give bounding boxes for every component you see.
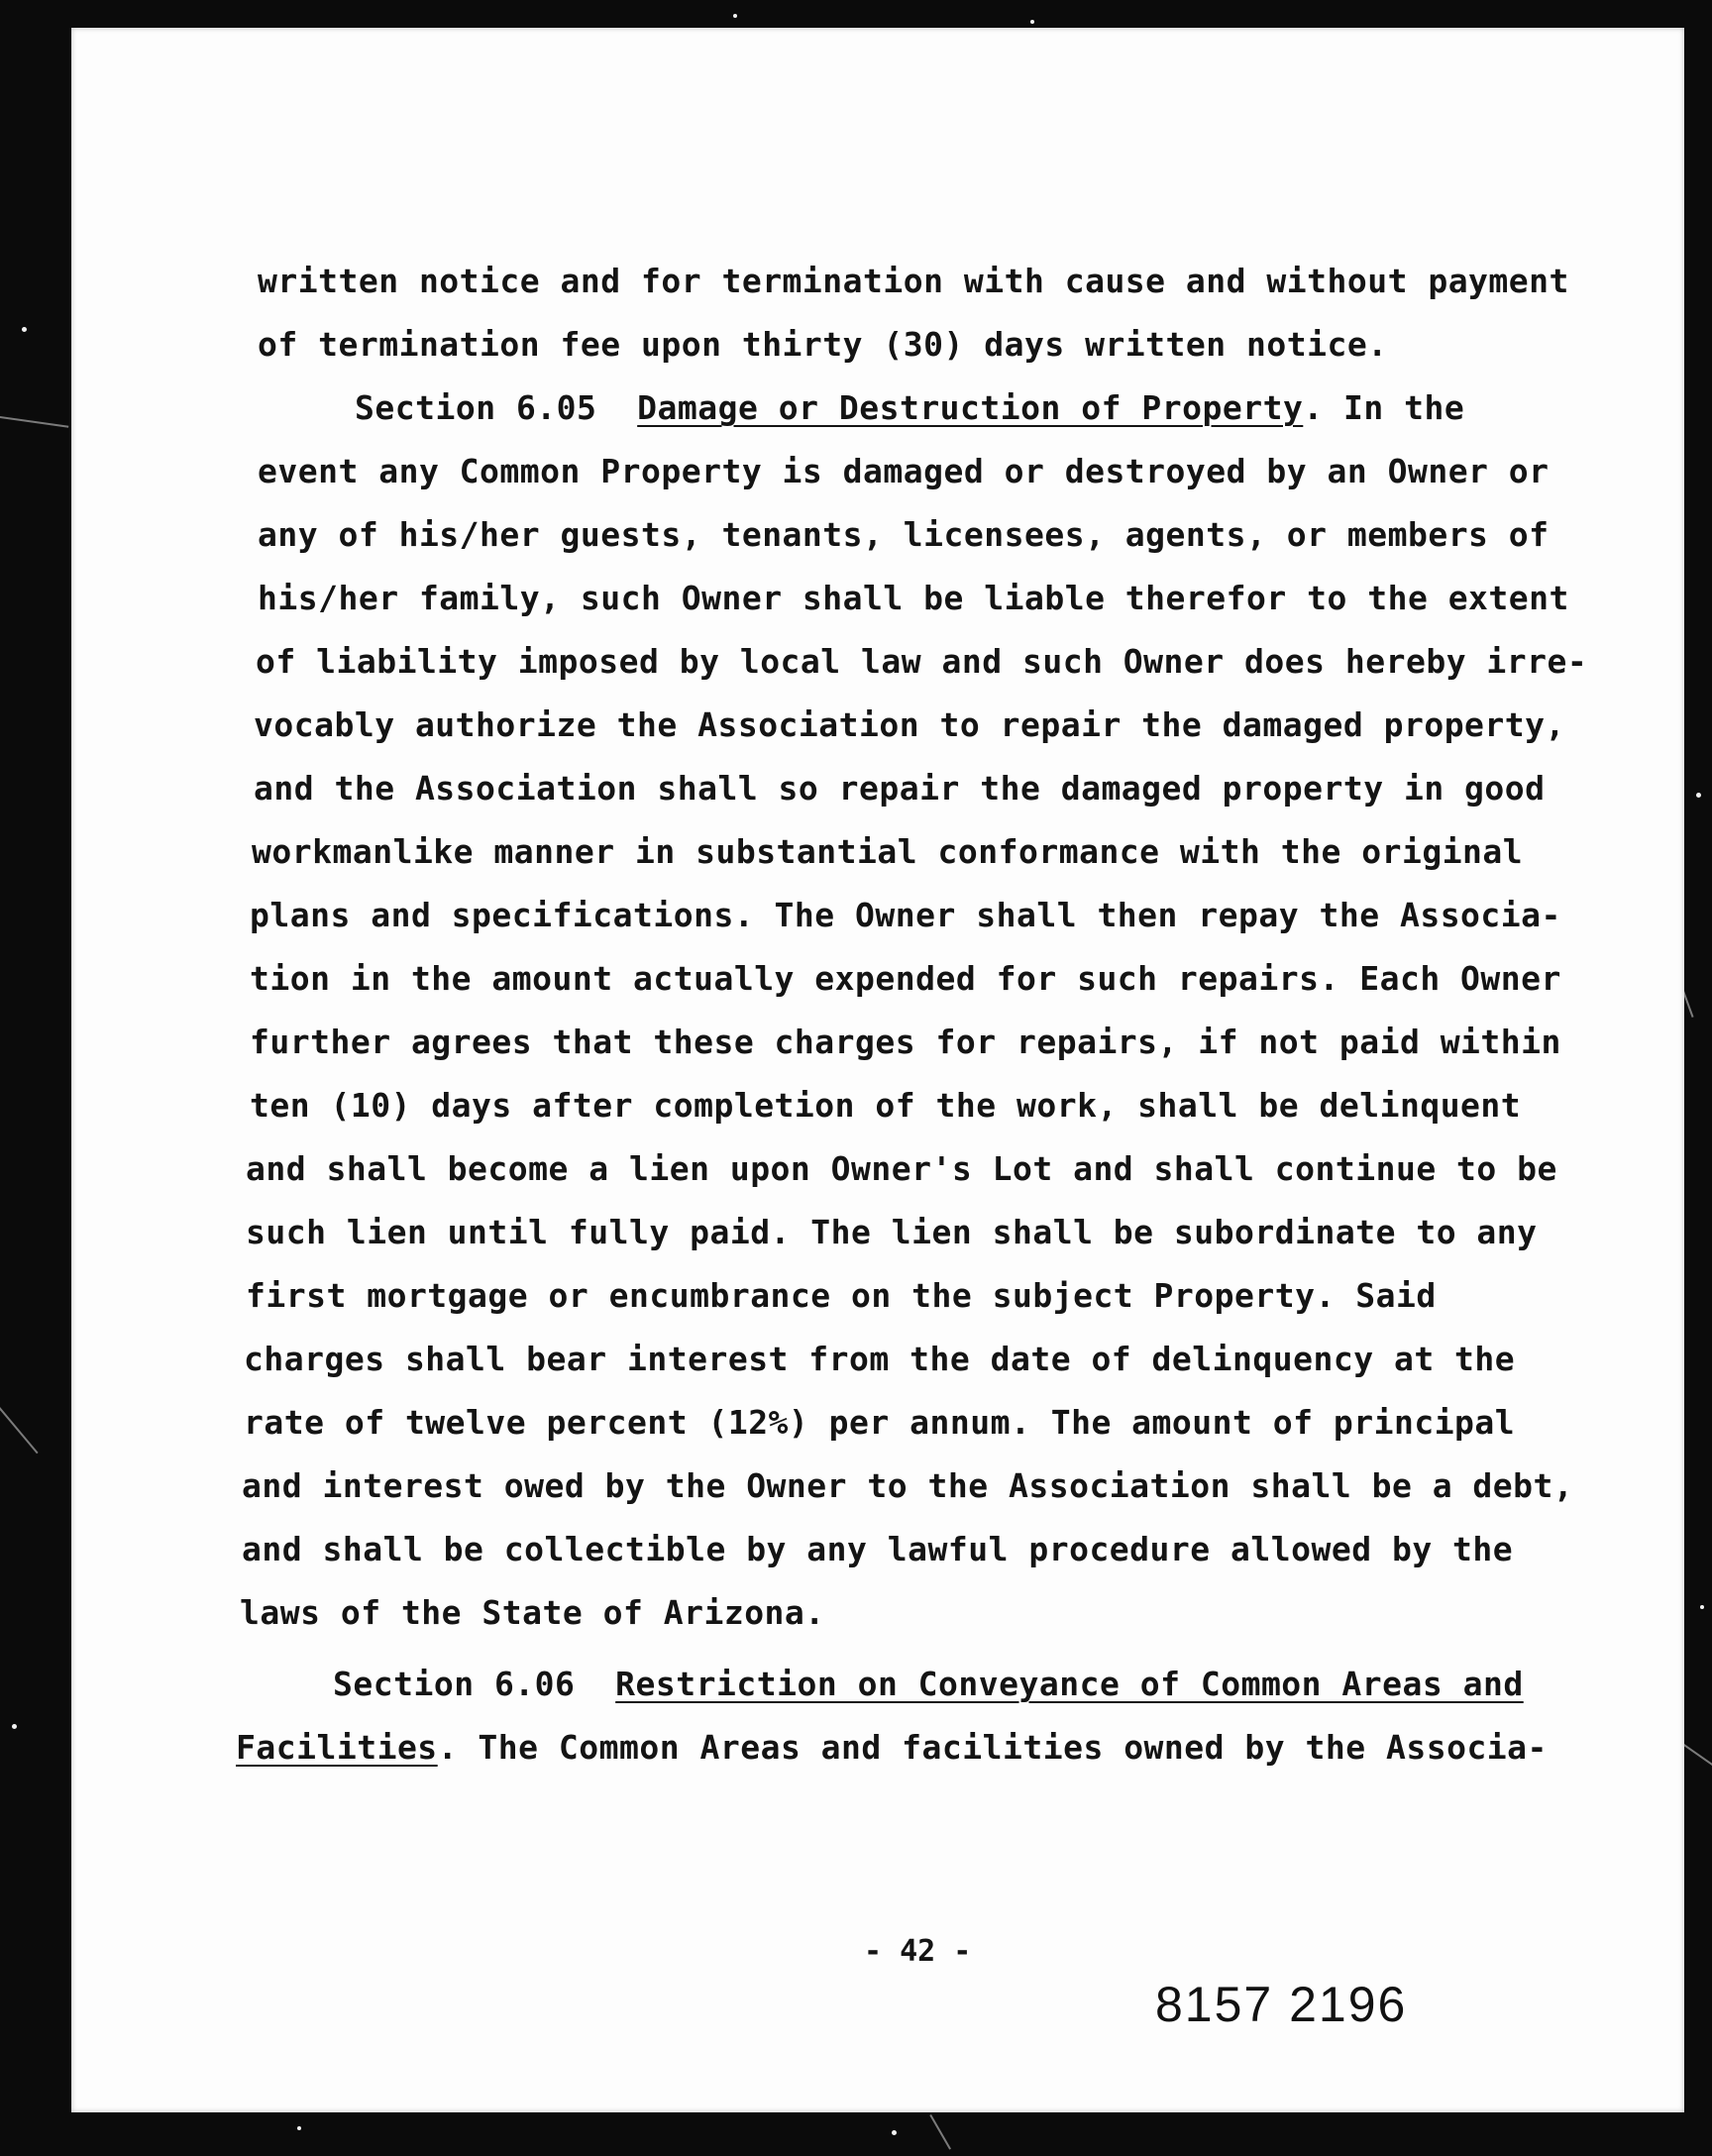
body-line: vocably authorize the Association to repair the damaged property, (254, 705, 1565, 744)
body-line: such lien until fully paid. The lien shall be subordinate to any (246, 1213, 1538, 1251)
body-line: first mortgage or encumbrance on the subject Property. Said (246, 1276, 1437, 1315)
section-6-05-number: Section 6.05 (355, 388, 597, 427)
body-line: his/her family, such Owner shall be liable therefor to the extent (258, 579, 1569, 617)
body-line: of liability imposed by local law and such Owner does hereby irre- (256, 642, 1588, 681)
body-line: event any Common Property is damaged or destroyed by an Owner or (258, 452, 1550, 490)
body-line: and shall be collectible by any lawful procedure allowed by the (242, 1530, 1514, 1568)
body-line: workmanlike manner in substantial conformance with the original (252, 832, 1524, 871)
section-6-05-continuation: . In the (1303, 388, 1465, 427)
section-6-06-line (333, 1665, 1524, 1703)
body-line: plans and specifications. The Owner shall then repay the Associa- (250, 896, 1561, 934)
section-6-05-heading: Damage or Destruction of Property (637, 388, 1304, 427)
dust-speck (12, 1724, 17, 1729)
document-page (71, 28, 1684, 2112)
scan-scratch (0, 1407, 39, 1454)
body-line: laws of the State of Arizona. (240, 1593, 825, 1632)
section-6-06-continuation-line (236, 1728, 1548, 1767)
section-6-06-number: Section 6.06 (333, 1665, 576, 1703)
body-line: tion in the amount actually expended for such repairs. Each Owner (250, 959, 1561, 998)
body-line: charges shall bear interest from the date of delinquency at the (244, 1340, 1516, 1378)
body-line: rate of twelve percent (12%) per annum. The amount of principal (244, 1403, 1516, 1442)
page-number: - 42 - (864, 1934, 972, 1969)
body-line: written notice and for termination with cause and without payment (258, 262, 1569, 300)
body-line: ten (10) days after completion of the work, shall be delinquent (250, 1086, 1522, 1125)
scan-scratch (1683, 1744, 1712, 1769)
dust-speck (1696, 793, 1701, 798)
dust-speck (297, 2126, 301, 2130)
scan-scratch (929, 2114, 951, 2150)
dust-speck (1700, 1605, 1704, 1609)
dust-speck (1030, 20, 1034, 24)
section-6-06-heading-continued: Facilities (236, 1728, 438, 1767)
body-line: and interest owed by the Owner to the Association shall be a debt, (242, 1466, 1574, 1505)
body-line: of termination fee upon thirty (30) days written notice. (258, 325, 1388, 364)
recording-stamp-number: 8157 2196 (1155, 1977, 1408, 2032)
section-6-05-line (355, 388, 1464, 427)
body-line: any of his/her guests, tenants, licensees, agents, or members of (258, 515, 1550, 554)
body-line: and shall become a lien upon Owner's Lot and shall continue to be (246, 1149, 1557, 1188)
dust-speck (22, 327, 27, 332)
scan-scratch (0, 416, 68, 428)
section-6-06-heading: Restriction on Conveyance of Common Areas and (615, 1665, 1524, 1703)
dust-speck (733, 14, 737, 18)
body-line: further agrees that these charges for repairs, if not paid within (250, 1023, 1561, 1061)
section-6-06-continuation: . The Common Areas and facilities owned by the Associa- (437, 1728, 1548, 1767)
dust-speck (892, 2130, 897, 2135)
body-line: and the Association shall so repair the damaged property in good (254, 769, 1546, 808)
